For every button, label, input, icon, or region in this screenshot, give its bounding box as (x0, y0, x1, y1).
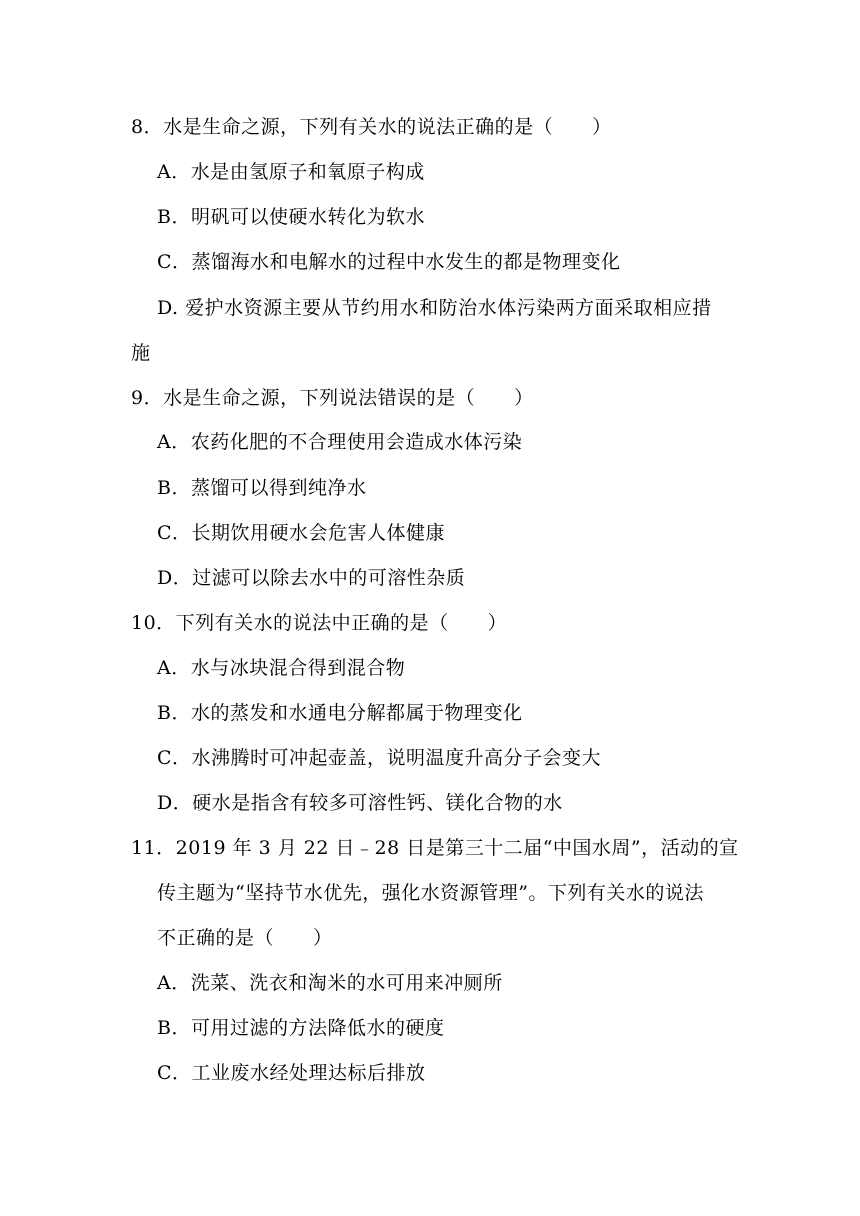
question-9-option-d: D．过滤可以除去水中的可溶性杂质 (157, 567, 466, 589)
question-8-option-c: C．蒸馏海水和电解水的过程中水发生的都是物理变化 (157, 251, 621, 273)
question-11-stem-line-2: 传主题为“坚持节水优先，强化水资源管理”。下列有关水的说法 (157, 882, 704, 904)
question-9-option-b: B．蒸馏可以得到纯净水 (157, 477, 367, 499)
question-9-option-c: C．长期饮用硬水会危害人体健康 (157, 522, 446, 544)
question-8-option-d-continuation: 施 (131, 342, 151, 364)
question-10-option-d: D．硬水是指含有较多可溶性钙、镁化合物的水 (157, 792, 563, 814)
question-10-option-a: A．水与冰块混合得到混合物 (157, 657, 406, 679)
question-10-option-c: C．水沸腾时可冲起壶盖，说明温度升高分子会变大 (157, 747, 602, 769)
question-11-option-b: B．可用过滤的方法降低水的硬度 (157, 1017, 445, 1039)
question-9-option-a: A．农药化肥的不合理使用会造成水体污染 (157, 431, 523, 453)
question-8-option-d: D. 爱护水资源主要从节约用水和防治水体污染两方面采取相应措 (157, 297, 712, 319)
question-11-stem: 11．2019 年 3 月 22 日﹣28 日是第三十二届“中国水周”，活动的宣 (131, 837, 739, 859)
question-8-option-b: B．明矾可以使硬水转化为软水 (157, 206, 425, 228)
question-11-option-a: A．洗菜、洗衣和淘米的水可用来冲厕所 (157, 972, 503, 994)
question-10-option-b: B．水的蒸发和水通电分解都属于物理变化 (157, 702, 523, 724)
question-8-stem: 8．水是生命之源，下列有关水的说法正确的是（ ） (131, 116, 612, 138)
question-8-option-a: A．水是由氢原子和氧原子构成 (157, 161, 425, 183)
question-10-stem: 10．下列有关水的说法中正确的是（ ） (131, 612, 508, 634)
question-11-stem-line-3: 不正确的是（ ） (157, 927, 333, 949)
question-11-option-c: C．工业废水经处理达标后排放 (157, 1062, 426, 1084)
question-9-stem: 9．水是生命之源，下列说法错误的是（ ） (131, 387, 534, 409)
